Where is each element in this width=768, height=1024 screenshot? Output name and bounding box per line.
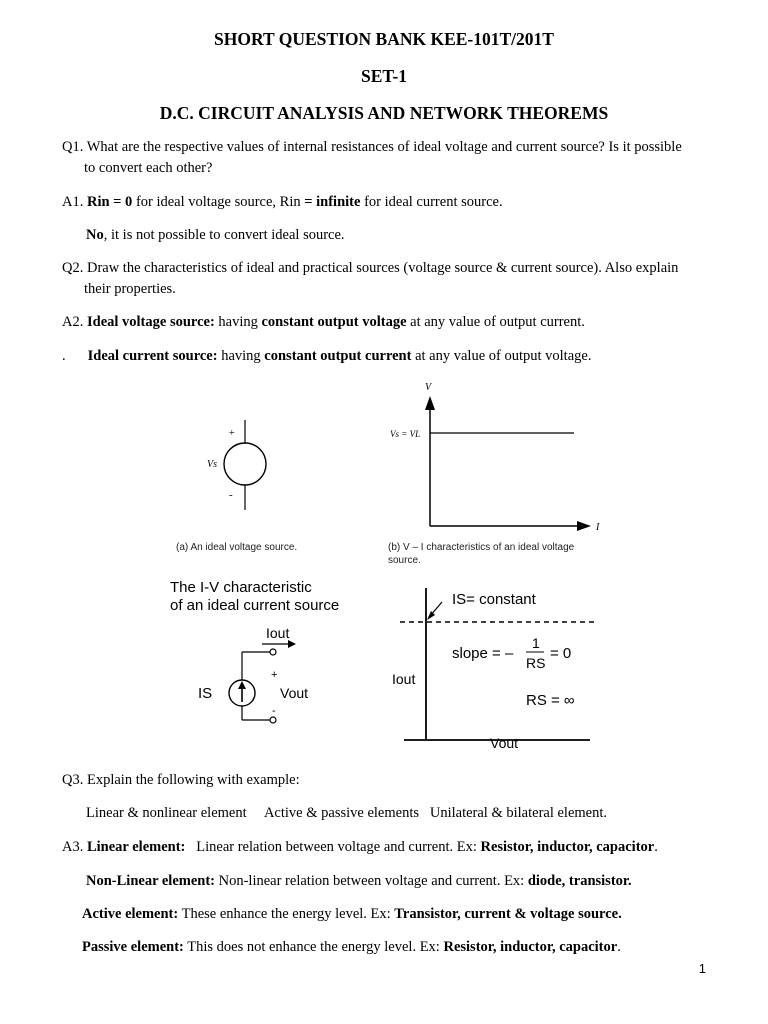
caption-b-line-1: (b) V – I characteristics of an ideal voltage xyxy=(388,542,575,553)
rs-infinity-label: RS = ∞ xyxy=(526,692,575,709)
vs-label: Vs xyxy=(207,459,217,470)
a2-line-2: . Ideal current source: having constant output current at any value of output voltage. xyxy=(62,348,592,364)
current-source-title-2: of an ideal current source xyxy=(170,597,340,614)
is-constant-label: IS= constant xyxy=(452,591,536,608)
slope-label: slope = – xyxy=(452,645,514,662)
axis-iout-label: Iout xyxy=(392,671,416,687)
ideal-current-source-diagram xyxy=(190,620,340,750)
page-title: SHORT QUESTION BANK KEE-101T/201T xyxy=(214,29,554,49)
vout-label: Vout xyxy=(280,685,309,701)
q3-line-1: Q3. Explain the following with example: xyxy=(62,772,300,788)
a1-line-1: A1. Rin = 0 for ideal voltage source, Rin = infinite for ideal current source. xyxy=(62,194,503,210)
vs-equals-vl-label: Vs = VL xyxy=(390,429,421,439)
slope-result: = 0 xyxy=(550,645,572,662)
a3-line-3: Active element: These enhance the energy level. Ex: Transistor, current & voltage source. xyxy=(82,906,622,922)
q2-line-2: their properties. xyxy=(84,281,176,297)
page-number: 1 xyxy=(698,961,706,976)
axis-i-label: I xyxy=(596,522,600,533)
caption-b-line-2: source. xyxy=(388,555,421,566)
current-source-title-1: The I-V characteristic xyxy=(170,579,312,596)
a3-line-2: Non-Linear element: Non-linear relation between voltage and current. Ex: diode, transistor. xyxy=(86,873,632,889)
q1-line-1: Q1. What are the respective values of internal resistances of ideal voltage and current source? Is it possible xyxy=(62,139,682,155)
slope-denominator: RS xyxy=(526,655,546,671)
a3-line-4: Passive element: This does not enhance the energy level. Ex: Resistor, inductor, capacitor. xyxy=(82,939,621,955)
a2-line-1: A2. Ideal voltage source: having constant output voltage at any value of output current. xyxy=(62,314,585,330)
caption-a: (a) An ideal voltage source. xyxy=(176,542,298,553)
minus-sign: - xyxy=(272,705,276,717)
plus-sign: + xyxy=(271,669,278,681)
axis-v-label: V xyxy=(425,382,432,393)
slope-numerator: 1 xyxy=(532,635,540,651)
q2-line-1: Q2. Draw the characteristics of ideal and practical sources (voltage source & current source). Also explain xyxy=(62,260,679,276)
axis-vout-label: Vout xyxy=(490,735,519,751)
current-source-iv-graph xyxy=(390,580,630,755)
iout-label: Iout xyxy=(266,625,290,641)
a1-line-2: No, it is not possible to convert ideal source. xyxy=(86,227,345,243)
ideal-voltage-source-diagram xyxy=(195,420,295,520)
plus-sign: + xyxy=(229,428,235,439)
is-label: IS xyxy=(198,685,213,702)
q1-line-2: to convert each other? xyxy=(84,160,213,176)
voltage-source-vi-graph xyxy=(380,380,610,540)
minus-sign: - xyxy=(229,489,233,501)
topic-heading: D.C. CIRCUIT ANALYSIS AND NETWORK THEOREMS xyxy=(159,103,609,123)
a3-line-1: A3. Linear element: Linear relation between voltage and current. Ex: Resistor, inductor, capacitor. xyxy=(62,839,658,855)
set-heading: SET-1 xyxy=(360,66,408,86)
q3-line-2: Linear & nonlinear element Active & passive elements Unilateral & bilateral element. xyxy=(86,805,608,821)
